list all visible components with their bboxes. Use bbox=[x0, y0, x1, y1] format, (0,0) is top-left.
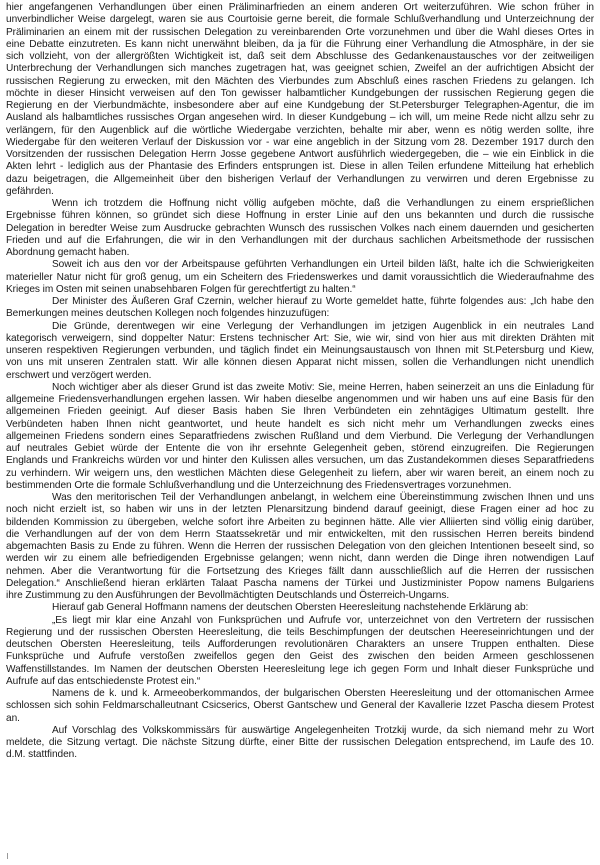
text-line: Waffenstillstandes. Im Namen der deutschen Obersten Heeresleitung lege ich gegen Form und Inhalt dieser Funksprüche und bbox=[6, 663, 594, 675]
text-line: bestimmenden Orte die formale Schlußverhandlung und die Unterzeichnung des Friedensvertrages vorzunehmen. bbox=[6, 479, 512, 491]
text-line: russischen Regierung zu erwecken, mit den Mächten des Vierbundes zum Abschluß eines raschen Friedens zu gelangen. Ich bbox=[6, 75, 594, 87]
text-line: Ausland als halbamtliches russisches Organ angesehen wird. In dieser Kundgebung – ich will, um meine Rede nicht allzu sehr zu bbox=[6, 112, 594, 124]
text-line: Auf Vorschlag des Volkskommissärs für auswärtige Angelegenheiten Trotzkij wurde, da sich niemand mehr zu Wort bbox=[52, 724, 594, 736]
text-line: Verbündeten haben Ihnen nicht geantwortet, und heute handelt es sich nicht mehr um Verhandlungen zwecks eines bbox=[6, 418, 594, 430]
text-line: gefährden. bbox=[6, 185, 54, 197]
text-line: allgemeine Friedensverhandlungen ergehen lassen. Wir haben dieselbe angenommen und wir haben uns auf eine Basis für den bbox=[6, 394, 594, 405]
text-line: dazu beigetragen, die Allgemeinheit über den bisherigen Verlauf der Verhandlungen zu verwirren und deren Ergebnisse zu bbox=[6, 173, 594, 185]
text-line: allgemeinen Frieden geeinigt. Auf dieser Basis haben Sie Ihren Verbündeten ein zehntägiges Ultimatum gestellt. Ihre bbox=[6, 406, 594, 418]
paragraph bbox=[6, 198, 594, 259]
text-line: Frieden und auf die Erfahrungen, die wir in den Verhandlungen mit der durchaus sachlichen Arbeitsmethode der russischen bbox=[6, 234, 594, 246]
text-line: Delegation in beredter Weise zum Ausdrucke gebrachten Wunsch des russischen Volkes nach einem dauernden und gesicherten bbox=[6, 222, 594, 234]
text-line: Namens de k. und k. Armeeoberkommandos, der bulgarischen Obersten Heeresleitung und der ottomanischen Armee bbox=[52, 688, 594, 699]
text-line: die Verhandlungen auf der von dem Herrn Staatssekretär und mir entwickelten, mit den russischen Herren bereits bindend bbox=[6, 528, 594, 540]
text-line: schlossen sich sohin Feldmarschalleutnant Csicserics, Oberst Gantschew und General der Kavallerie Izzet Pascha diesem Protest bbox=[6, 700, 594, 712]
text-line: Hierauf gab General Hoffmann namens der deutschen Obersten Heeresleitung nachstehende Erklärung ab: bbox=[52, 602, 529, 614]
paragraph bbox=[6, 382, 594, 492]
text-line: Vorsitzenden der russischen Delegation Herrn Josse gegebene Antwort ausführlich wiedergegeben, die – wie ein Einblick in die bbox=[6, 149, 594, 160]
text-line: zu verhindern. Wir weigern uns, den westlichen Mächten diese Gelegenheit zu liefern, aber wir waren bereit, an einem noch zu bbox=[6, 467, 594, 479]
text-line: sich vollzieht, von der allergrößten Wichtigkeit ist, daß seit dem Abschlusse des Gedankenaustausches vor der zeitweiligen bbox=[6, 51, 594, 62]
paragraph bbox=[6, 725, 594, 762]
text-line: Präliminarien an einem mit der russischen Delegation zu vereinbarenden Orte vorzunehmen und über die Wahl dieses Ortes in bbox=[6, 26, 594, 38]
text-line: d.M. stattfinden. bbox=[6, 749, 77, 761]
text-line: Funksprüche und Aufrufe verstoßen zweifellos gegen den Geist des zwischen den beiden Armeen geschlossenen bbox=[6, 651, 594, 663]
text-line: Soweit ich aus den vor der Arbeitspause geführten Verhandlungen ein Urteil bilden läßt, halte ich die Schwierigkeiten bbox=[52, 259, 594, 271]
text-line: Abordnung gemacht haben. bbox=[6, 247, 130, 258]
text-line: Wiedergabe für den weiteren Verlauf der Diskussion vor - war eine angeblich in der Sitzung vom 28. Dezember 1917 durch den bbox=[6, 136, 594, 148]
text-line: Akten lehrt - lediglich aus der Phantasie des Erfinders entsprungen ist. Diese in allen Teilen erfundene Mitteilung hat erheblich bbox=[6, 161, 594, 173]
text-line: Unterbrechung der Verhandlungen sich manches zugetragen hat, was geeignet schien, Zweifel an der aufrichtigen Absicht der bbox=[6, 63, 594, 75]
text-line: materieller Natur nicht für groß genug, um ein Scheitern des Friedenswerkes und damit voraussichtlich die Wiederaufnahme des bbox=[6, 271, 594, 283]
text-line: Die Gründe, derentwegen wir eine Verlegung der Verhandlungen im jetzigen Augenblick in ein neutrales Land bbox=[52, 320, 594, 332]
paragraph bbox=[6, 602, 594, 614]
text-line: Regierung und der russischen Obersten Heeresleitung, die teils Beschimpfungen der deutschen Heereseinrichtungen und der bbox=[6, 626, 594, 638]
text-line: Krieges im Osten mit seinen unabsehbaren Folgen für gerechtfertigt zu halten.“ bbox=[6, 283, 356, 295]
text-line: Regierung en der Vierbundmächte, insbesondere aber auf eine Kundgebung der St.Petersburger Telegraphen-Agentur, die im bbox=[6, 100, 594, 111]
document-page bbox=[6, 2, 594, 762]
text-line: verlängern, für den Augenblick auf die wörtliche Wiedergabe verzichten, behalte mir aber, wenn es nötig werden sollte, ihre bbox=[6, 124, 594, 136]
text-line: allgemeinen Friedens sondern eines Separatfriedens zwischen Rußland und dem Vierbund. Die Verlegung der Verhandlungen bbox=[6, 430, 594, 442]
text-line: abgemachten Basis zu Ende zu führen. Wenn die Herren der russischen Delegation von den gleichen Intentionen beseelt sind, so bbox=[6, 541, 594, 552]
paragraph bbox=[6, 615, 594, 689]
text-line: Aufrufe auf das entschiedenste Protest ein.“ bbox=[6, 675, 201, 687]
text-line: Der Minister des Äußeren Graf Czernin, welcher hierauf zu Worte gemeldet hatte, führte folgendes aus: „Ich habe den bbox=[52, 296, 594, 307]
text-line: erschwert und verzögert werden. bbox=[6, 369, 152, 381]
text-line: Was den meritorischen Teil der Verhandlungen anbelangt, in welchem eine Übereinstimmung zwischen Ihnen und uns bbox=[52, 492, 594, 503]
text-line: Bemerkungen meines deutschen Kollegen noch folgendes hinzuzufügen: bbox=[6, 308, 330, 320]
paragraph bbox=[6, 492, 594, 602]
paragraph bbox=[6, 688, 594, 725]
text-line: auf neutrales Gebiet würde der Entente die von ihr ersehnte Gelegenheit geben, störend einzugreifen. Die Regierungen bbox=[6, 443, 594, 454]
text-line: meldete, die Sitzung vertagt. Die nächste Sitzung dürfte, einer Bitte der russischen Delegation entsprechend, im Laufe des 10. bbox=[6, 737, 594, 748]
margin-mark bbox=[7, 853, 8, 859]
text-line: bildenden Kommission zu übergeben, welche sofort ihre Arbeiten zu beginnen hätte. Alle vier Alliierten sind völlig einig darüber, bbox=[6, 516, 594, 528]
paragraph bbox=[6, 321, 594, 382]
text-line: deutschen Obersten Heeresleitung, teils Aufforderungen revolutionären Charakters an unsere Truppen enthalten. Diese bbox=[6, 639, 594, 650]
text-line: kategorisch verweigern, sind doppelter Natur: Erstens technischer Art: Sie, wie wir, sind von hier aus mit direkten Drähten mit bbox=[6, 332, 594, 344]
paragraph bbox=[6, 259, 594, 296]
text-line: Englands und Frankreichs würden vor und hinter den Kulissen alles versuchen, um das Zustandekommen dieses Separatfriedens bbox=[6, 455, 594, 467]
text-line: „Es liegt mir klar eine Anzahl von Funksprüchen und Aufrufe vor, unterzeichnet von den Vertretern der russischen bbox=[52, 614, 594, 626]
text-line: von uns mit unseren Zentralen statt. Wir alle können diesen Apparat nicht missen, sollen die Verhandlungen nicht unendlich bbox=[6, 357, 594, 369]
text-line: unseren respektiven Regierungen verbunden, und täglich findet ein Meinungsaustausch von Ihnen mit St.Petersburg und Kiew, bbox=[6, 345, 594, 356]
text-line: nehmen. Aber die Verantwortung für die Fortsetzung des Krieges fällt dann ausschließlich auf die Herren der russischen bbox=[6, 565, 594, 577]
text-line: ihre Zustimmung zu den Ausführungen der Bevollmächtigten Deutschlands und Österreich-Ungarns. bbox=[6, 590, 450, 601]
text-line: Delegation.“ Anschließend hieran erklärten Talaat Pascha namens der Türkei und Justizminister Popow namens Bulgariens bbox=[6, 577, 594, 589]
text-line: möchte in dieser Hinsicht verweisen auf den Ton gewisser halbamtlicher Kundgebungen der russischen Regierung gegen die bbox=[6, 87, 594, 99]
text-line: hier angefangenen Verhandlungen über einen Präliminarfrieden an einem anderen Ort weiterzuführen. Wie schon früher in bbox=[6, 2, 594, 13]
paragraph bbox=[6, 2, 594, 198]
text-line: an. bbox=[6, 712, 20, 724]
text-line: Ergebnisse führen können, so gründet sich diese Hoffnung in erster Linie auf den uns bekannten und durch die russische bbox=[6, 210, 594, 222]
text-line: werden wir zu einem alle befriedigenden Ergebnisse gelangen; wenn nicht, dann werden die Dinge ihren notwendigen Lauf bbox=[6, 553, 594, 565]
text-line: unverbindlicher Weise dargelegt, waren sie aus Courtoisie gerne bereit, die formale Schlußverhandlung und Unterzeichnung der bbox=[6, 14, 594, 26]
text-line: eine Debatte einzutreten. Es kann nicht unerwähnt bleiben, da ja für die Führung einer Verhandlung die Atmosphäre, in der sie bbox=[6, 38, 594, 50]
paragraph bbox=[6, 296, 594, 321]
text-line: Noch wichtiger aber als dieser Grund ist das zweite Motiv: Sie, meine Herren, haben seinerzeit an uns die Einladung für bbox=[52, 381, 594, 393]
text-line: noch nicht erzielt ist, so haben wir uns in der letzten Plenarsitzung bindend darauf geeinigt, diese Fragen einer ad hoc zu bbox=[6, 504, 594, 516]
text-line: Wenn ich trotzdem die Hoffnung nicht völlig aufgeben möchte, daß die Verhandlungen zu einem ersprießlichen bbox=[52, 198, 594, 209]
